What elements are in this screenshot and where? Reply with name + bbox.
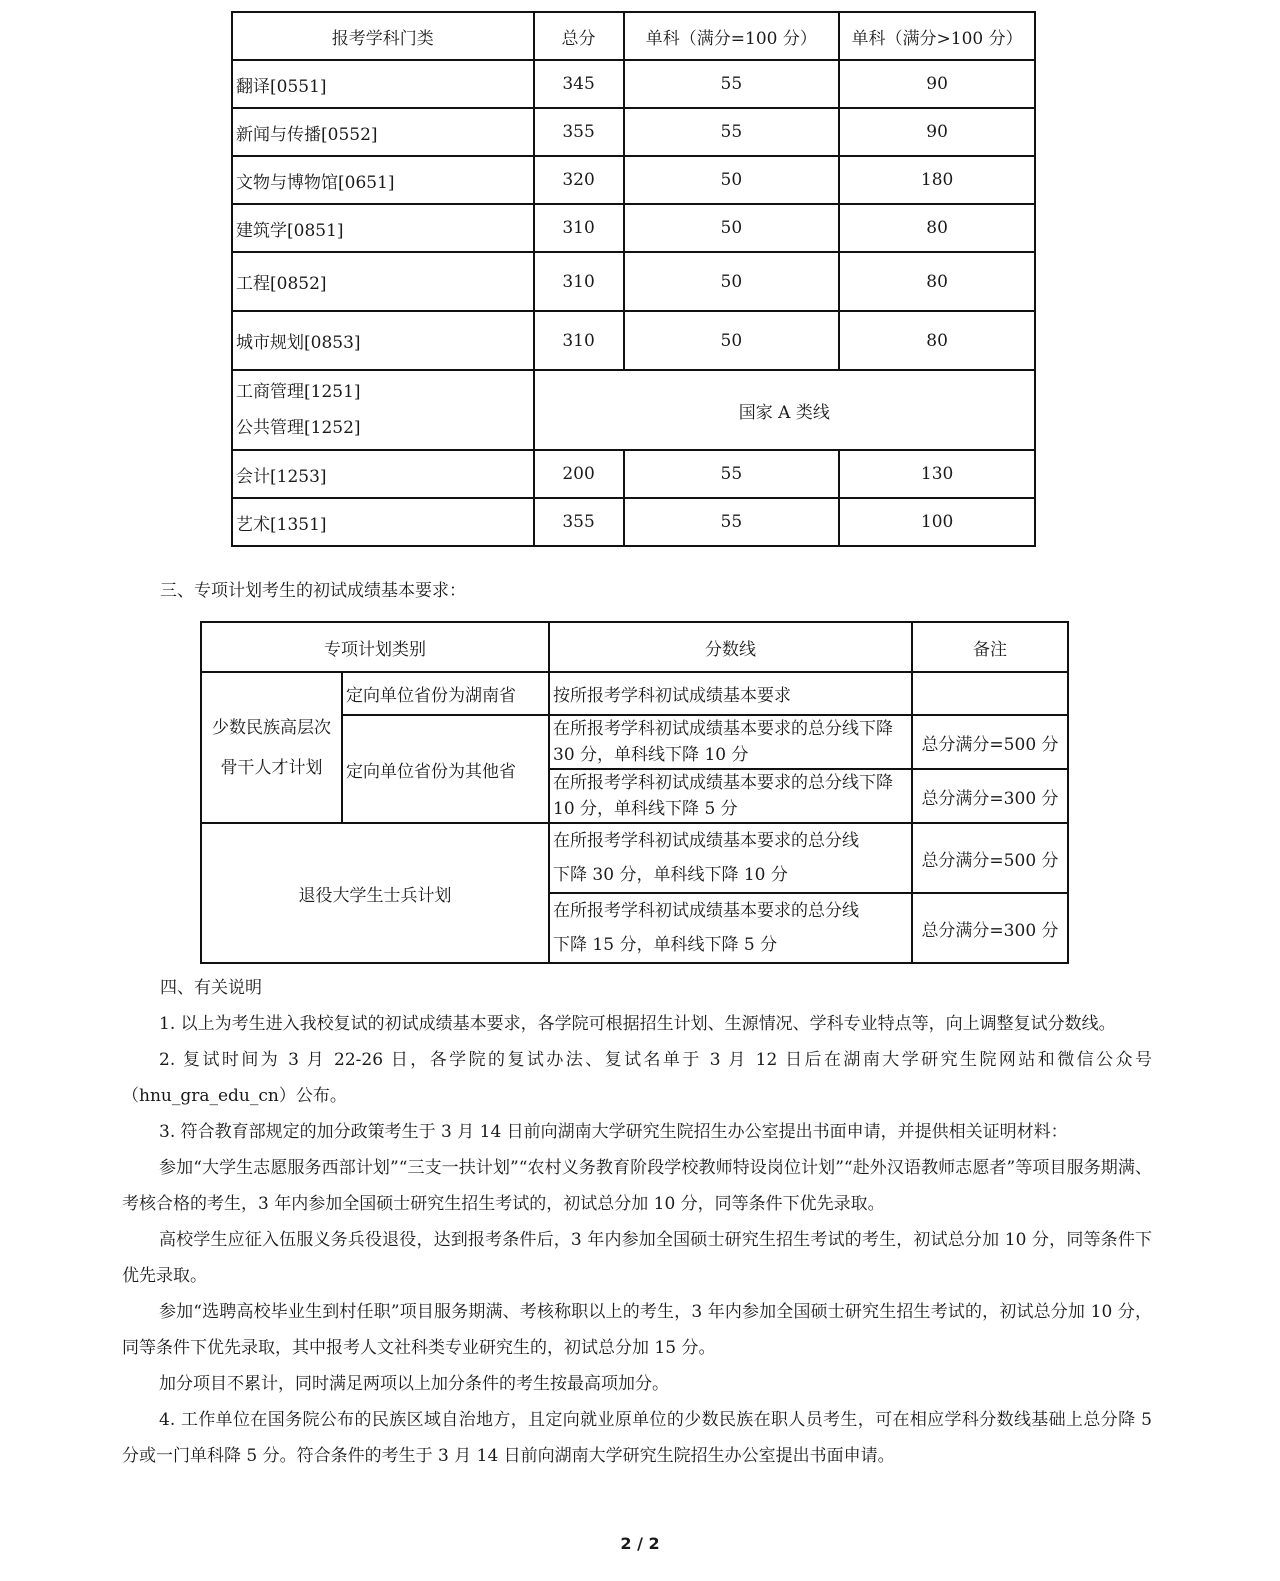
subject-cell: 翻译[0551] (232, 60, 534, 108)
plan-veteran: 退役大学生士兵计划 (201, 823, 549, 963)
note-4: 4. 工作单位在国务院公布的民族区域自治地方，且定向就业原单位的少数民族在职人员考生，可在相应学科分数线基础上总分降 5 分或一门单科降 5 分。符合条件的考生于 3 月 14 日前向湖南大学研究生院招生办公室提出书面申请。 (122, 1410, 1152, 1466)
single-100-cell: 50 (624, 204, 840, 252)
header-single-100: 单科（满分=100 分） (624, 12, 840, 60)
note-3a: 参加“大学生志愿服务西部计划”“三支一扶计划”“农村义务教育阶段学校教师特设岗位计划”“赴外汉语教师志愿者”等项目服务期满、考核合格的考生，3 年内参加全国硕士研究生招生考试的，初试总分加 10 分，同等条件下优先录取。 (122, 1158, 1152, 1214)
subject-cell: 工程[0852] (232, 252, 534, 311)
sub-other-score-b: 在所报考学科初试成绩基本要求的总分线下降 10 分，单科线下降 5 分 (549, 769, 912, 823)
single-100-cell: 55 (624, 498, 840, 546)
note-1: 1. 以上为考生进入我校复试的初试成绩基本要求，各学院可根据招生计划、生源情况、学科专业特点等，向上调整复试分数线。 (159, 1014, 1116, 1034)
single-100-cell: 55 (624, 450, 840, 498)
plan-minority-line1: 少数民族高层次 (212, 717, 331, 738)
special-plan-table (200, 621, 1069, 964)
single-gt100-cell: 90 (839, 60, 1035, 108)
subject-cell-merged (232, 370, 534, 450)
sub-other-note-a: 总分满分=500 分 (912, 715, 1068, 769)
sub-hunan-note (912, 672, 1068, 715)
plan-minority-cell (201, 672, 342, 823)
header-subject: 报考学科门类 (232, 12, 534, 60)
plan-veteran-note-b: 总分满分=300 分 (912, 893, 1068, 963)
total-cell: 310 (534, 204, 624, 252)
note-3c: 参加“选聘高校毕业生到村任职”项目服务期满、考核称职以上的考生，3 年内参加全国硕士研究生招生考试的，初试总分加 10 分，同等条件下优先录取，其中报考人文社科类专业研究生的，初试总分加 15 分。 (122, 1302, 1152, 1358)
total-cell: 355 (534, 498, 624, 546)
sub-hunan: 定向单位省份为湖南省 (342, 672, 549, 715)
plan-veteran-score-a (549, 823, 912, 893)
single-gt100-cell: 80 (839, 204, 1035, 252)
subject-cell: 城市规划[0853] (232, 311, 534, 370)
section-4-title: 四、有关说明 (160, 978, 262, 998)
subject-business: 工商管理[1251] (236, 382, 361, 402)
single-gt100-cell: 180 (839, 156, 1035, 204)
header-single-gt100: 单科（满分>100 分） (839, 12, 1035, 60)
total-cell: 355 (534, 108, 624, 156)
table-row (232, 450, 1035, 498)
section-3-title: 三、专项计划考生的初试成绩基本要求： (160, 581, 466, 601)
plan-veteran-score-a-line1: 在所报考学科初试成绩基本要求的总分线 (553, 831, 859, 851)
table-row (232, 311, 1035, 370)
table-row (232, 370, 1035, 450)
table-row (232, 252, 1035, 311)
single-100-cell: 50 (624, 252, 840, 311)
sub-other-score-a: 在所报考学科初试成绩基本要求的总分线下降 30 分，单科线下降 10 分 (549, 715, 912, 769)
plan-veteran-score-b-line1: 在所报考学科初试成绩基本要求的总分线 (553, 901, 859, 921)
note-3b: 高校学生应征入伍服义务兵役退役，达到报考条件后，3 年内参加全国硕士研究生招生考试的考生，初试总分加 10 分，同等条件下优先录取。 (122, 1230, 1152, 1286)
subject-cell: 会计[1253] (232, 450, 534, 498)
plan-veteran-score-b (549, 893, 912, 963)
subject-cell: 新闻与传播[0552] (232, 108, 534, 156)
single-gt100-cell: 130 (839, 450, 1035, 498)
total-cell: 310 (534, 311, 624, 370)
note-3d: 加分项目不累计，同时满足两项以上加分条件的考生按最高项加分。 (159, 1374, 669, 1394)
single-gt100-cell: 80 (839, 311, 1035, 370)
total-cell: 200 (534, 450, 624, 498)
score-table (231, 11, 1036, 547)
subject-cell: 文物与博物馆[0651] (232, 156, 534, 204)
national-a-line-cell: 国家 A 类线 (534, 370, 1035, 450)
subject-cell: 建筑学[0851] (232, 204, 534, 252)
plan-minority-line2: 骨干人才计划 (220, 757, 323, 778)
table-row (232, 108, 1035, 156)
single-gt100-cell: 90 (839, 108, 1035, 156)
header-remark: 备注 (912, 622, 1068, 672)
subject-cell: 艺术[1351] (232, 498, 534, 546)
header-total: 总分 (534, 12, 624, 60)
plan-veteran-score-b-line2: 下降 15 分，单科线下降 5 分 (553, 935, 778, 955)
sub-other-province: 定向单位省份为其他省 (342, 715, 549, 823)
sub-hunan-score: 按所报考学科初试成绩基本要求 (549, 672, 912, 715)
single-100-cell: 50 (624, 311, 840, 370)
single-gt100-cell: 100 (839, 498, 1035, 546)
table-row (232, 204, 1035, 252)
single-100-cell: 55 (624, 108, 840, 156)
table-row (232, 156, 1035, 204)
table-row (232, 498, 1035, 546)
note-2: 2. 复试时间为 3 月 22-26 日，各学院的复试办法、复试名单于 3 月 12 日后在湖南大学研究生院网站和微信公众号（hnu_gra_edu_cn）公布。 (122, 1050, 1152, 1106)
sub-other-note-b: 总分满分=300 分 (912, 769, 1068, 823)
total-cell: 310 (534, 252, 624, 311)
total-cell: 320 (534, 156, 624, 204)
total-cell: 345 (534, 60, 624, 108)
subject-public: 公共管理[1252] (236, 418, 361, 438)
page-number: 2 / 2 (620, 1534, 660, 1553)
table-row (232, 60, 1035, 108)
note-3: 3. 符合教育部规定的加分政策考生于 3 月 14 日前向湖南大学研究生院招生办公室提出书面申请，并提供相关证明材料： (159, 1122, 1068, 1142)
header-score-line: 分数线 (549, 622, 912, 672)
plan-veteran-score-a-line2: 下降 30 分，单科线下降 10 分 (553, 865, 788, 885)
plan-veteran-note-a: 总分满分=500 分 (912, 823, 1068, 893)
single-100-cell: 55 (624, 60, 840, 108)
single-gt100-cell: 80 (839, 252, 1035, 311)
notes-section (122, 970, 1152, 1474)
header-plan-type: 专项计划类别 (201, 622, 549, 672)
single-100-cell: 50 (624, 156, 840, 204)
